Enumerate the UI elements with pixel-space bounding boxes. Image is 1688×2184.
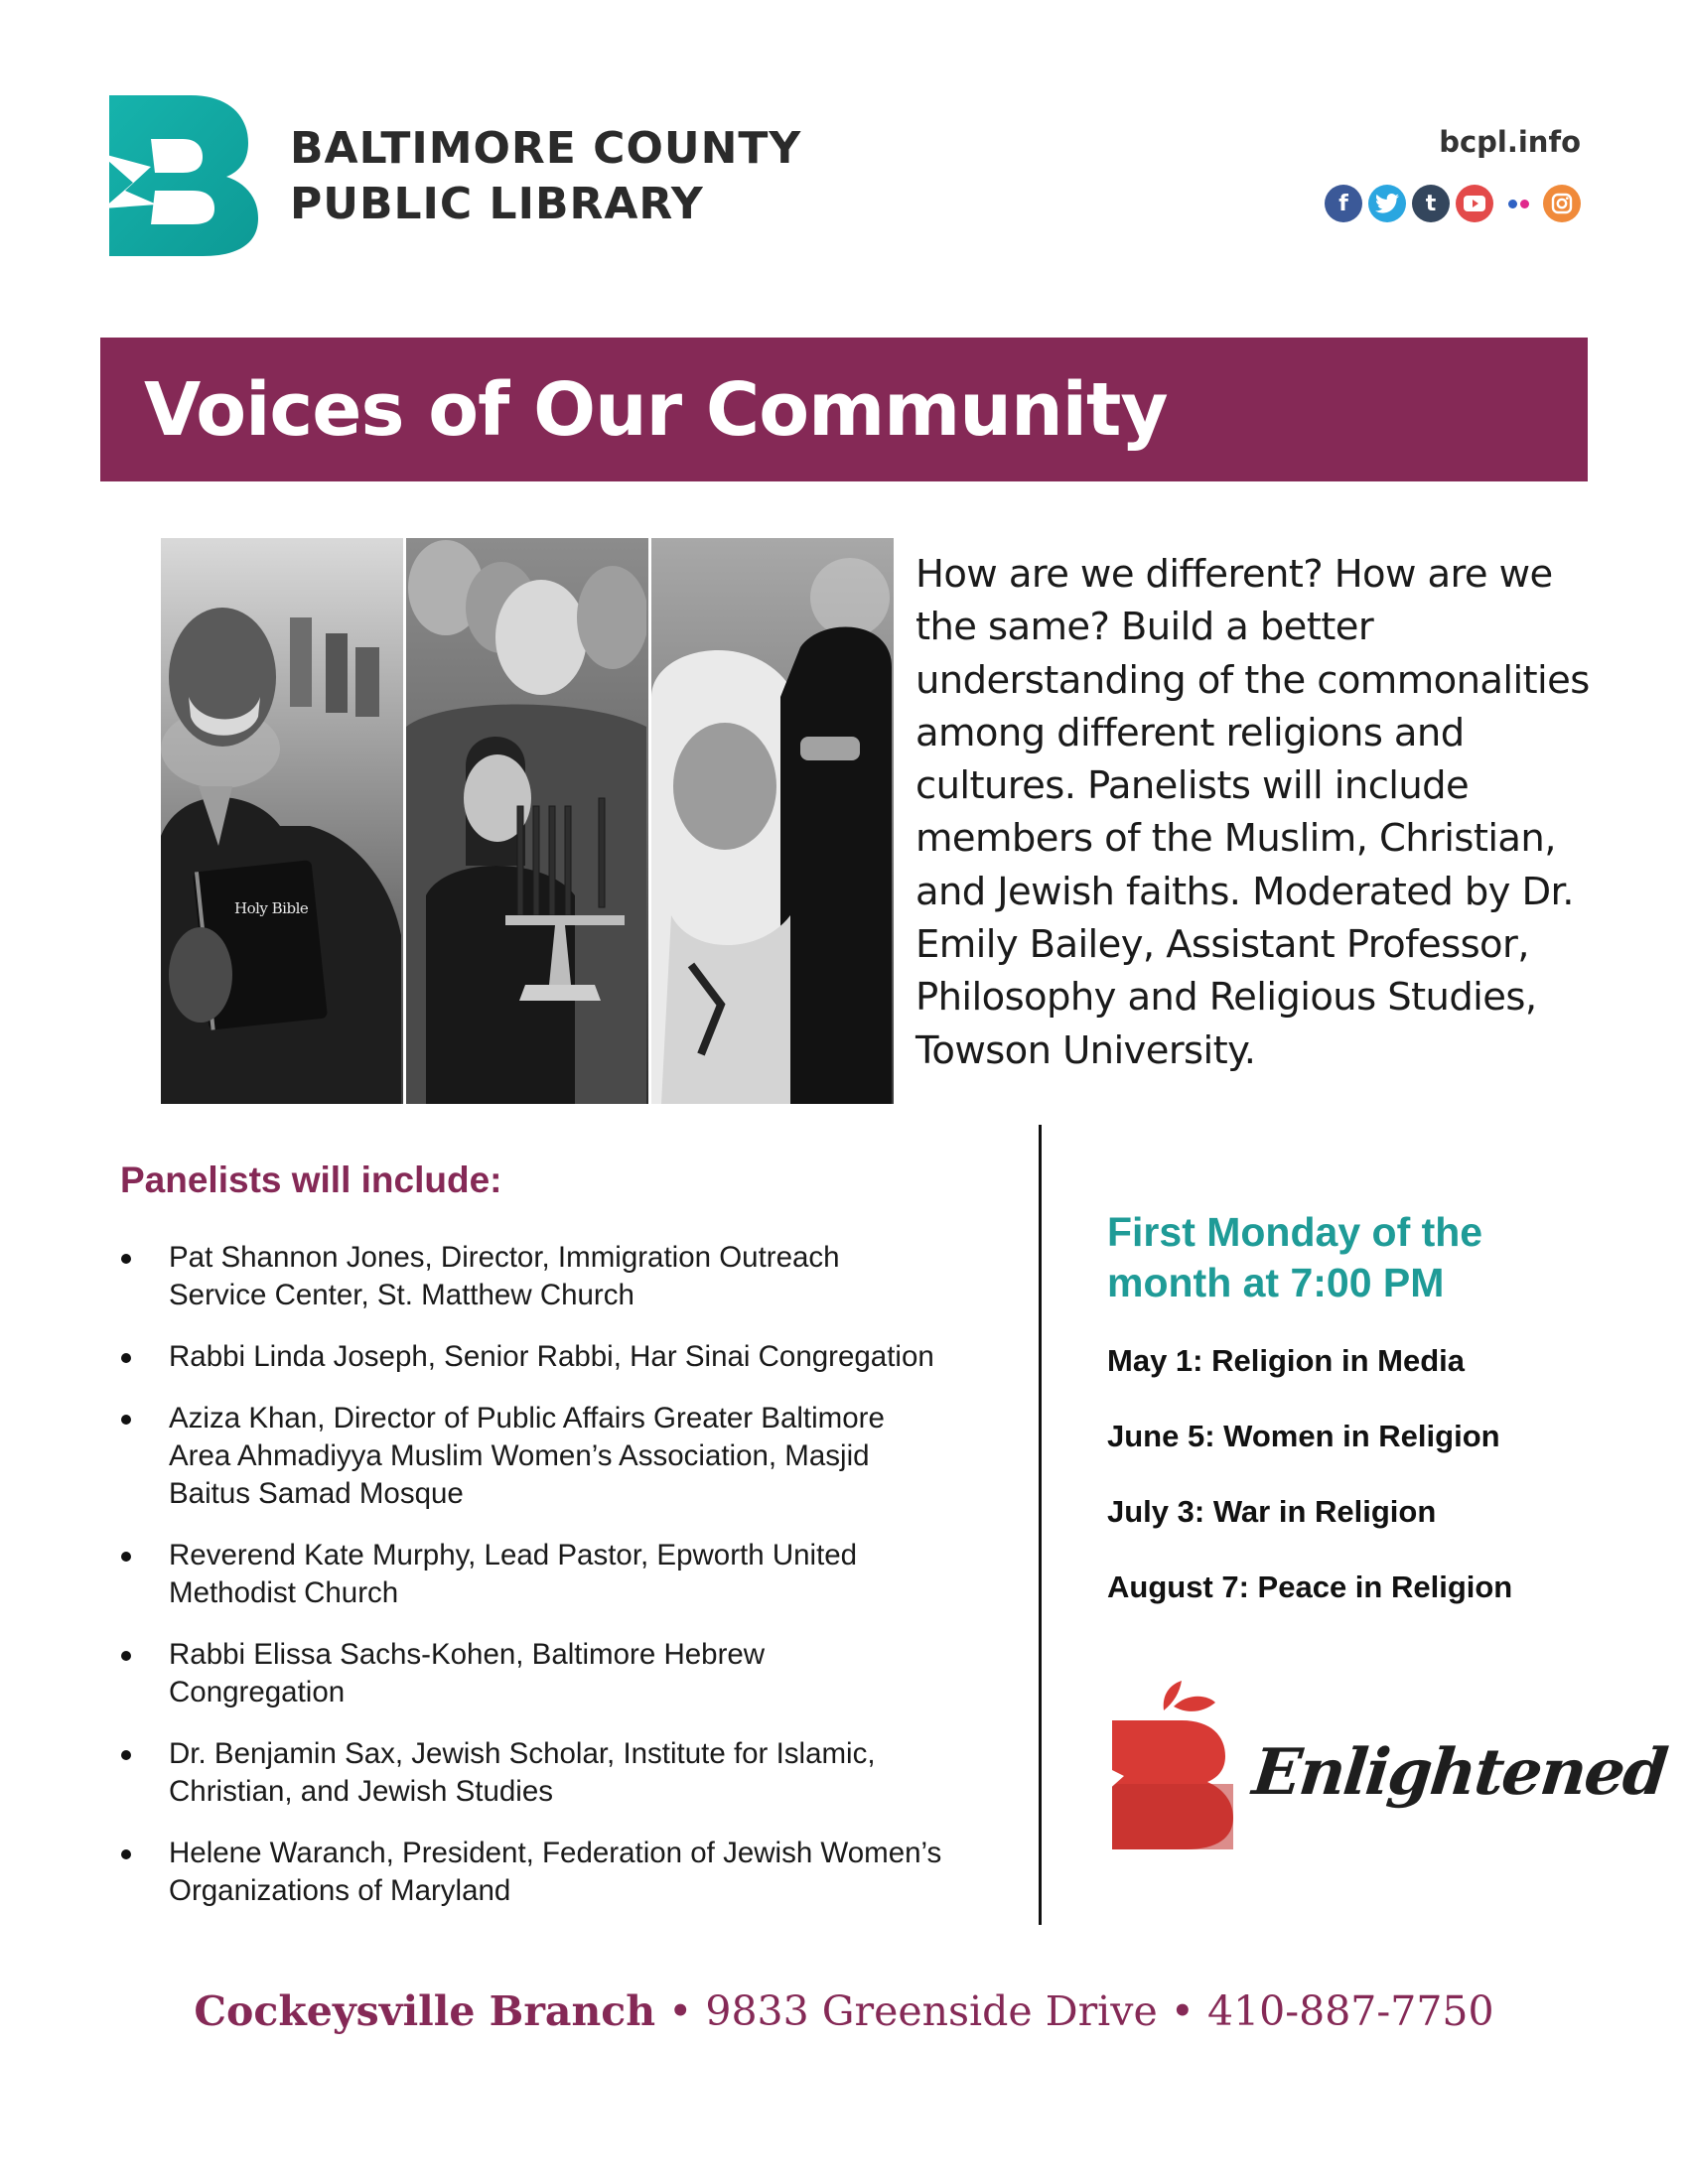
- apple-b-logo-icon: [1104, 1681, 1233, 1849]
- panelist-line: Service Center, St. Matthew Church: [169, 1279, 634, 1311]
- photo-man-with-bible: [161, 538, 403, 1104]
- panelists-list: [120, 1239, 994, 1934]
- panelist-line: Aziza Khan, Director of Public Affairs Greater Baltimore: [169, 1402, 885, 1434]
- panelist-line: Baitus Samad Mosque: [169, 1477, 464, 1510]
- panelist-item: [120, 1400, 994, 1513]
- page-title: Voices of Our Community: [144, 367, 1168, 453]
- schedule-item: August 7: Peace in Religion: [1107, 1570, 1513, 1604]
- panelist-line: Pat Shannon Jones, Director, Immigration Outreach: [169, 1241, 840, 1274]
- description-line: and Jewish faiths. Moderated by Dr.: [915, 869, 1574, 914]
- panelists-heading: Panelists will include:: [120, 1160, 502, 1200]
- schedule-item: June 5: Women in Religion: [1107, 1419, 1500, 1453]
- branch-name: Cockeysville Branch: [194, 1987, 656, 2035]
- schedule-heading: [1107, 1207, 1574, 1308]
- panelist-line: Dr. Benjamin Sax, Jewish Scholar, Institute for Islamic,: [169, 1737, 876, 1770]
- footer-separator: •: [668, 1987, 693, 2035]
- bcpl-logo-icon: [99, 95, 258, 256]
- branch-address: 9833 Greenside Drive: [705, 1987, 1158, 2035]
- photo-women-in-hijab: [651, 538, 894, 1104]
- footer-separator: •: [1170, 1987, 1195, 2035]
- branch-footer: [0, 1987, 1688, 2035]
- panelist-line: Congregation: [169, 1676, 346, 1708]
- title-banner: [100, 338, 1588, 481]
- event-description: [915, 548, 1591, 1077]
- panelist-item: [120, 1338, 994, 1376]
- instagram-icon[interactable]: [1543, 185, 1581, 222]
- twitter-icon[interactable]: [1368, 185, 1406, 222]
- description-line: cultures. Panelists will include: [915, 763, 1470, 809]
- panelist-line: Helene Waranch, President, Federation of Jewish Women’s: [169, 1837, 942, 1869]
- panelist-item: [120, 1537, 994, 1612]
- panelist-item: [120, 1636, 994, 1711]
- panelist-item: [120, 1239, 994, 1314]
- social-icons: [1325, 185, 1581, 222]
- description-line: members of the Muslim, Christian,: [915, 816, 1556, 862]
- description-line: How are we different? How are we: [915, 552, 1553, 597]
- schedule-item: July 3: War in Religion: [1107, 1494, 1437, 1529]
- bible-cover-text: Holy Bible: [234, 899, 309, 917]
- library-name-line1: BALTIMORE COUNTY: [290, 123, 802, 174]
- panelist-line: Methodist Church: [169, 1576, 399, 1609]
- enlightened-wordmark: Enlightened: [1249, 1735, 1670, 1810]
- schedule-heading-line1: First Monday of the: [1107, 1209, 1483, 1255]
- facebook-icon[interactable]: f: [1325, 185, 1362, 222]
- faith-photo-collage: [161, 538, 894, 1104]
- panelist-line: Christian, and Jewish Studies: [169, 1775, 553, 1808]
- panelist-line: Area Ahmadiyya Muslim Women’s Association, Masjid: [169, 1439, 870, 1472]
- column-divider: [1039, 1125, 1042, 1925]
- panelist-line: Organizations of Maryland: [169, 1874, 511, 1907]
- flickr-icon[interactable]: [1499, 185, 1537, 222]
- description-line: among different religions and: [915, 710, 1465, 755]
- panelist-item: [120, 1835, 994, 1910]
- schedule-heading-line2: month at 7:00 PM: [1107, 1260, 1445, 1305]
- photo-family-with-menorah: [406, 538, 648, 1104]
- panelist-line: Rabbi Linda Joseph, Senior Rabbi, Har Sinai Congregation: [169, 1340, 934, 1373]
- panelist-line: Rabbi Elissa Sachs-Kohen, Baltimore Hebrew: [169, 1638, 766, 1671]
- youtube-icon[interactable]: [1456, 185, 1493, 222]
- library-name: [290, 121, 801, 232]
- branch-phone[interactable]: 410-887-7750: [1207, 1987, 1494, 2035]
- tumblr-icon[interactable]: t: [1412, 185, 1450, 222]
- description-line: Emily Bailey, Assistant Professor,: [915, 922, 1529, 968]
- schedule-list: [1107, 1341, 1512, 1643]
- panelist-line: Reverend Kate Murphy, Lead Pastor, Epworth United: [169, 1539, 858, 1571]
- description-line: Towson University.: [915, 1027, 1256, 1073]
- description-line: Philosophy and Religious Studies,: [915, 975, 1537, 1021]
- description-line: the same? Build a better: [915, 605, 1374, 650]
- description-line: understanding of the commonalities: [915, 657, 1590, 703]
- schedule-item: May 1: Religion in Media: [1107, 1343, 1465, 1378]
- library-name-line2: PUBLIC LIBRARY: [290, 179, 704, 229]
- panelist-item: [120, 1735, 994, 1811]
- site-url-link[interactable]: bcpl.info: [1439, 125, 1581, 159]
